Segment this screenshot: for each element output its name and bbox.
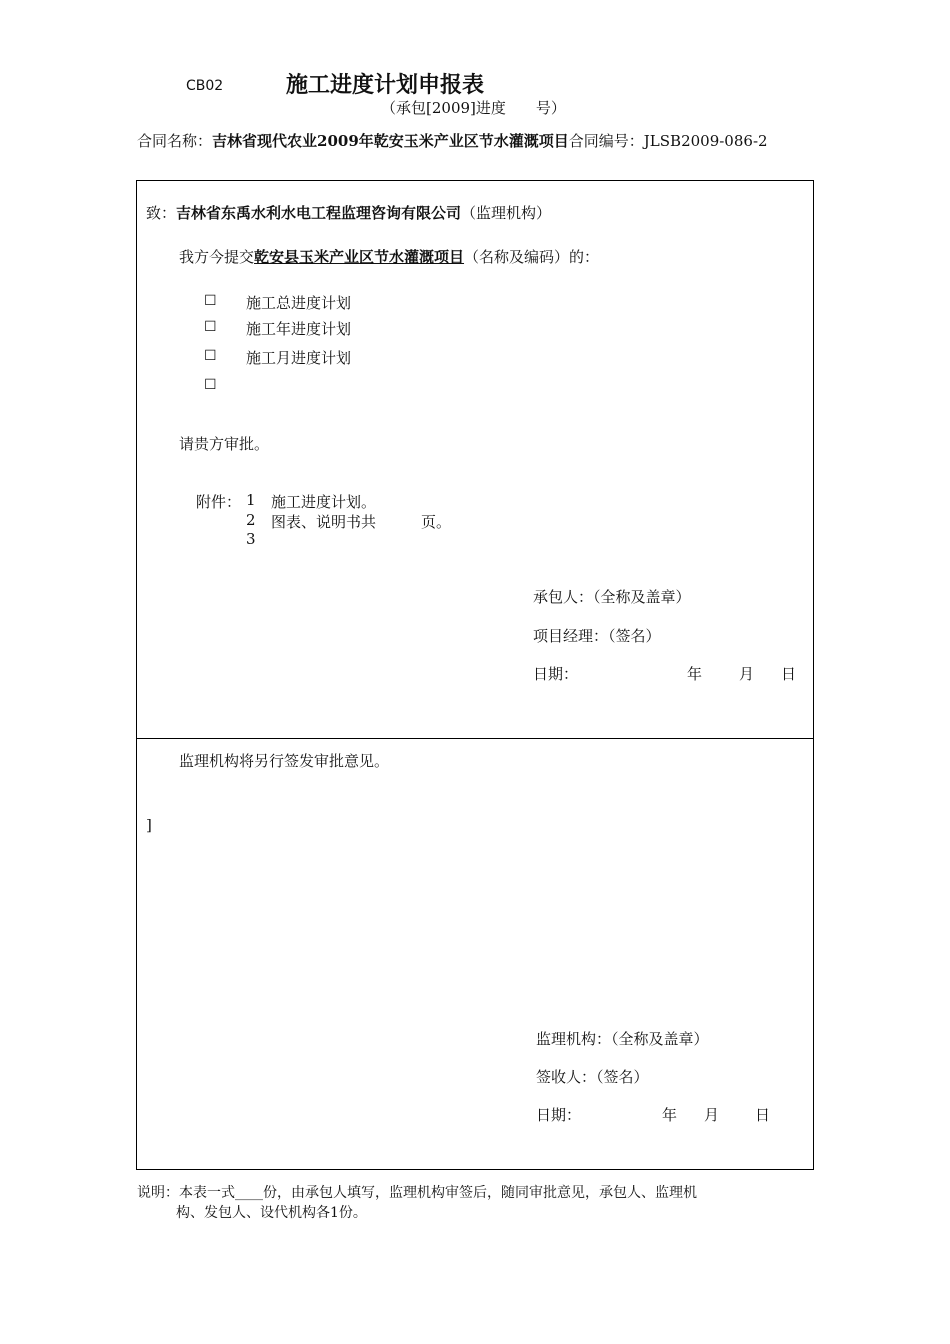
option-checkbox[interactable]: ☐ (204, 319, 217, 335)
to-org: 吉林省东禹水利水电工程监理咨询有限公司 (176, 204, 462, 222)
attachment-no: 1 (246, 491, 256, 509)
attachments-label: 附件： (196, 493, 242, 511)
contract-no-label: 合同编号： (568, 132, 644, 150)
option-label: 施工总进度计划 (246, 294, 352, 312)
page-subtitle: （承包[2009]进度 号） (381, 99, 566, 117)
attachment-no: 3 (246, 530, 256, 548)
submit-prefix: 我方今提交 (179, 248, 255, 266)
date-label: 日期： (533, 665, 579, 683)
addressee-line (146, 202, 551, 223)
stray-bracket: ] (146, 816, 152, 834)
date-day: 日 (755, 1106, 771, 1124)
submit-suffix: （名称及编码）的： (464, 248, 600, 266)
contract-name-value: 吉林省现代农业2009年乾安玉米产业区节水灌溉项目 (212, 132, 569, 150)
date-year: 年 (687, 665, 703, 683)
contractor-label: 承包人：（全称及盖章） (533, 588, 691, 606)
page-title: 施工进度计划申报表 (286, 73, 485, 98)
note-line-1 (137, 1183, 697, 1203)
attachment-no: 2 (246, 511, 256, 529)
submit-project: 乾安县玉米产业区节水灌溉项目 (254, 248, 465, 266)
attachment-text: 图表、说明书共 页。 (271, 513, 452, 531)
option-label: 施工年进度计划 (246, 320, 352, 338)
request-text: 请贵方审批。 (179, 435, 270, 453)
note-label: 说明： (137, 1185, 179, 1201)
date-month: 月 (739, 665, 755, 683)
date-year: 年 (662, 1106, 678, 1124)
note-text: 本表一式 (179, 1185, 235, 1201)
date-month: 月 (704, 1106, 720, 1124)
form-code: CB02 (186, 78, 224, 94)
option-checkbox[interactable]: ☐ (204, 348, 217, 364)
contract-no-value: JLSB2009-086-2 (643, 132, 768, 150)
to-suffix: （监理机构） (461, 204, 552, 222)
project-manager-label: 项目经理：（签名） (533, 627, 661, 645)
contract-info (137, 126, 817, 156)
date-day: 日 (781, 665, 797, 683)
to-label: 致： (146, 204, 177, 222)
option-checkbox[interactable]: ☐ (204, 377, 217, 393)
option-label: 施工月进度计划 (246, 349, 352, 367)
submit-line (179, 246, 599, 267)
supervision-org-label: 监理机构：（全称及盖章） (536, 1030, 709, 1048)
note-text: 份，由承包人填写，监理机构审签后，随同审批意见，承包人、监理机 (263, 1185, 697, 1201)
date-label: 日期： (536, 1106, 582, 1124)
note (137, 1183, 697, 1223)
receiver-label: 签收人：（签名） (536, 1068, 649, 1086)
copies-blank: ____ (235, 1185, 263, 1201)
attachment-text: 施工进度计划。 (271, 493, 377, 511)
contract-name-label: 合同名称： (137, 132, 213, 150)
note-line-2: 构、发包人、设代机构各1份。 (176, 1205, 367, 1221)
option-checkbox[interactable]: ☐ (204, 293, 217, 309)
opinion-text: 监理机构将另行签发审批意见。 (179, 752, 390, 770)
